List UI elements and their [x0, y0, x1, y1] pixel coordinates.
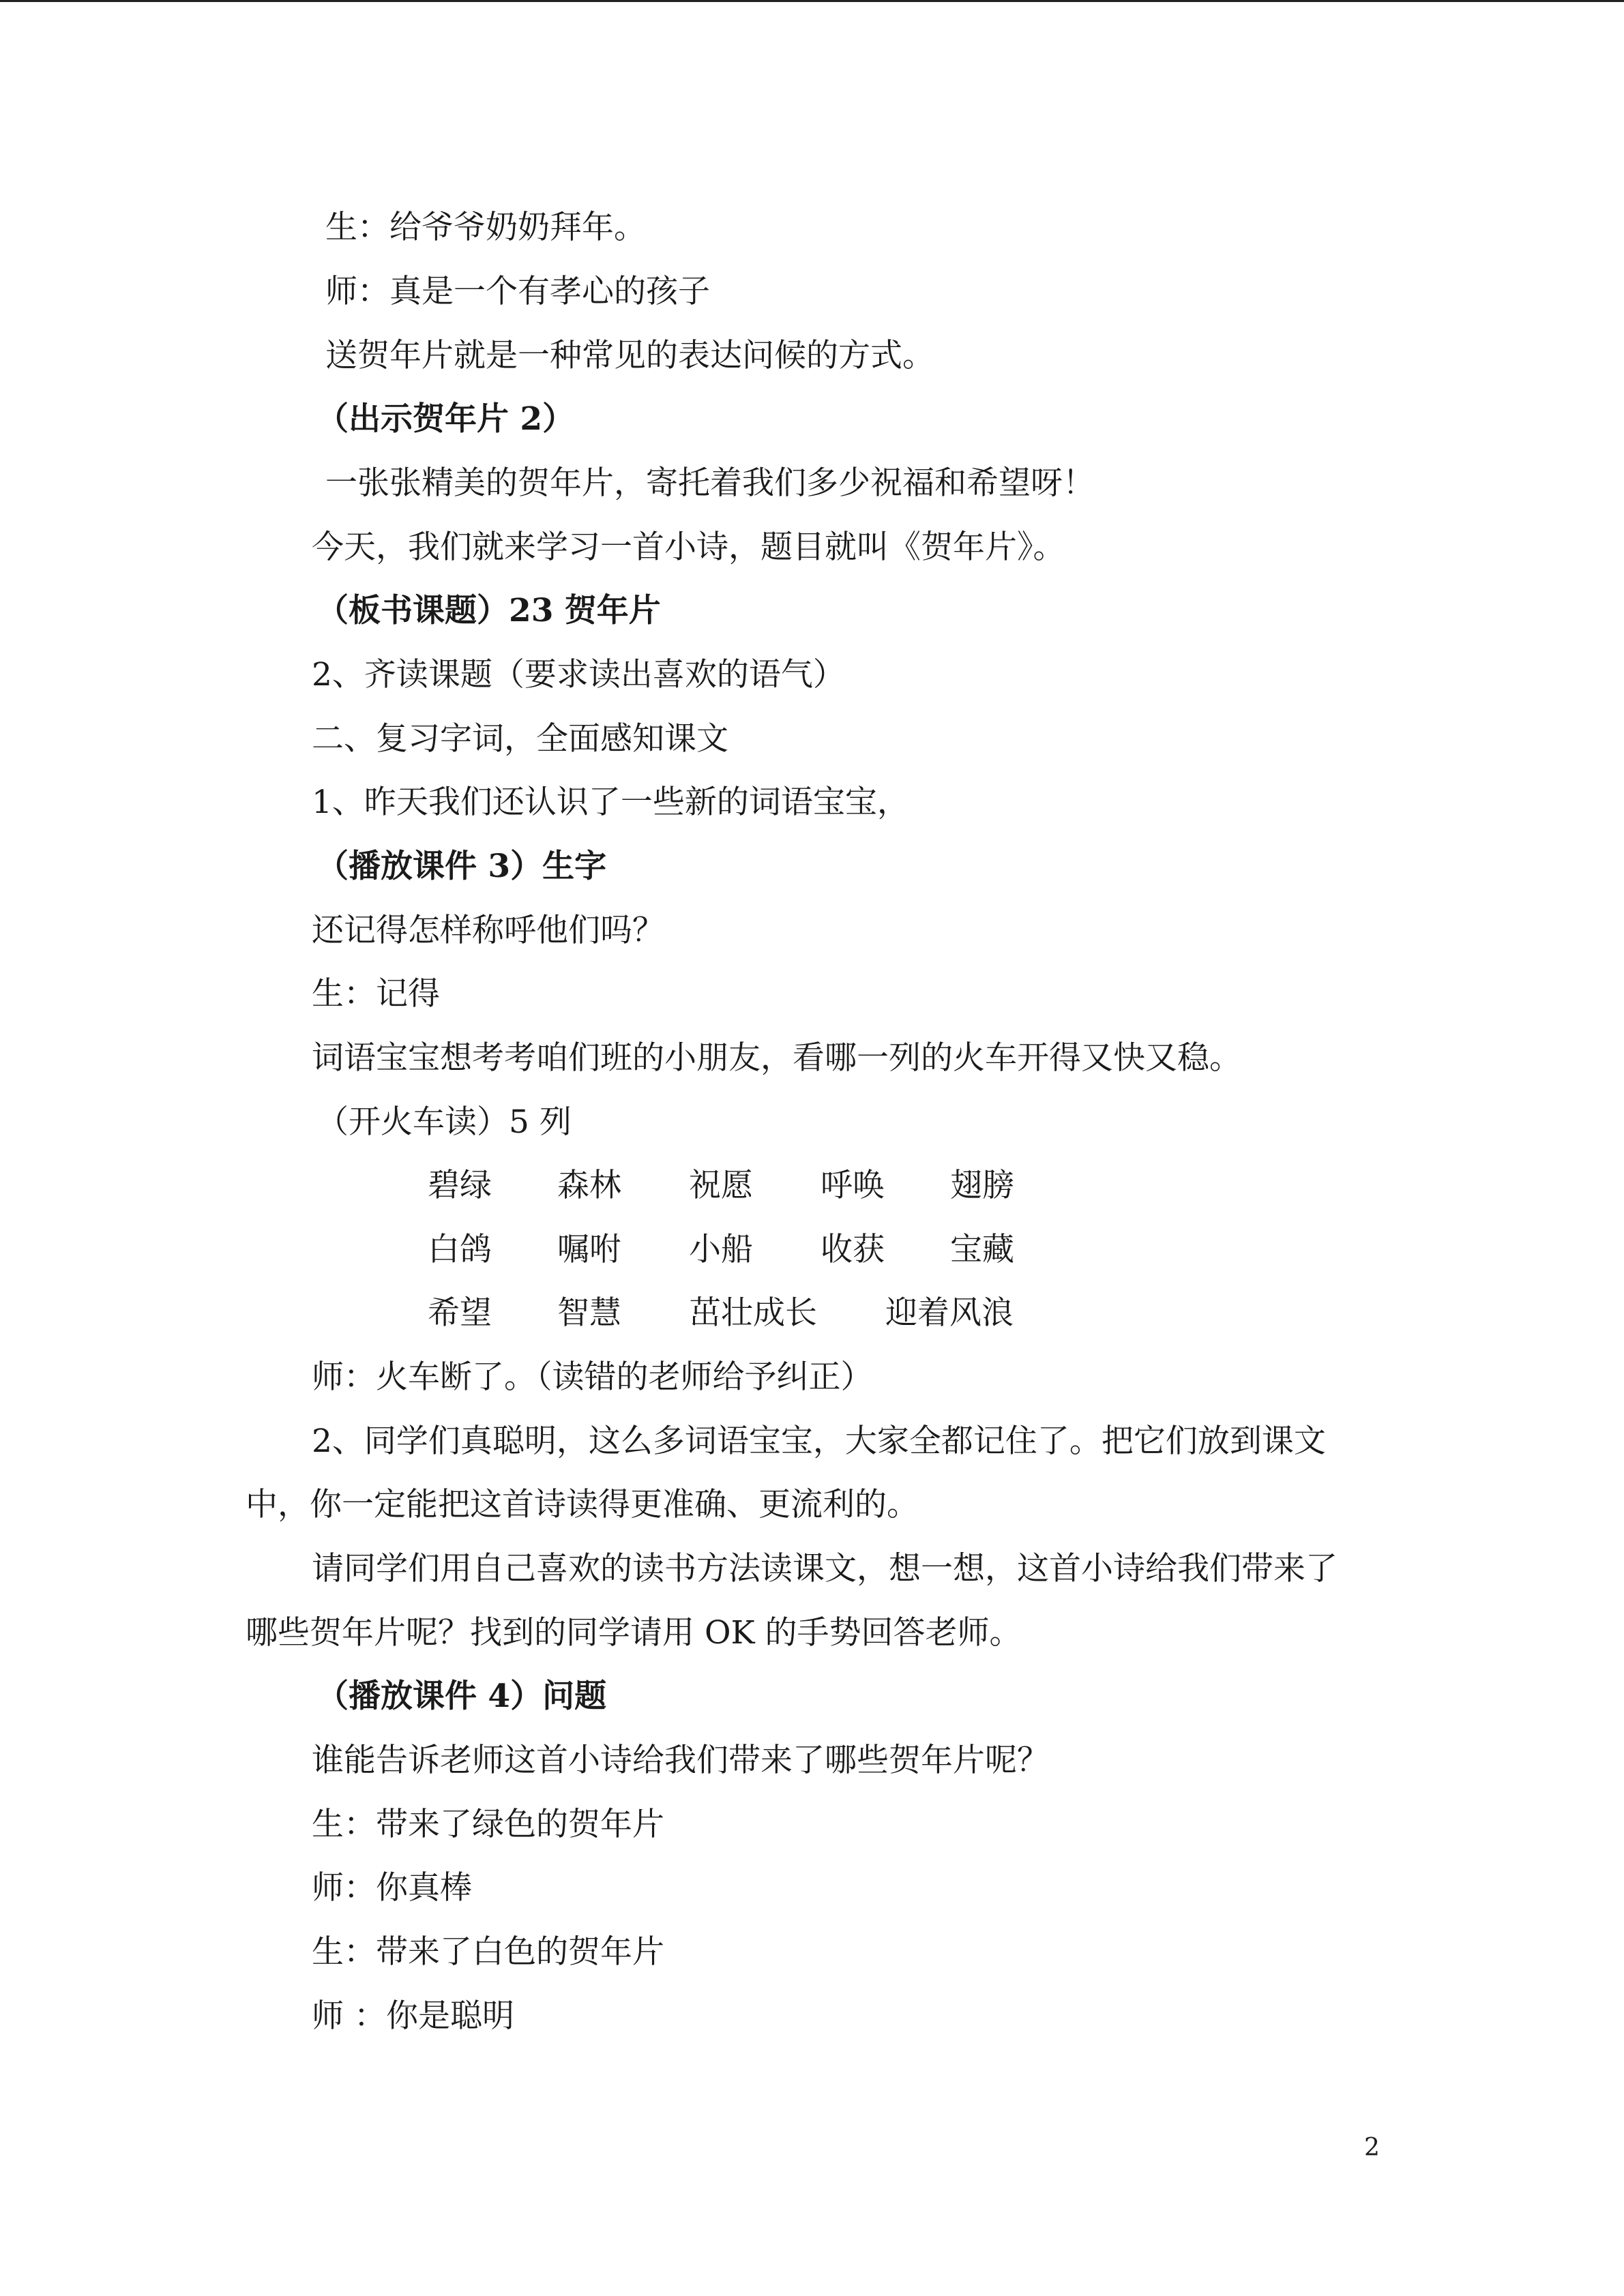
text-line: （开火车读）5 列	[316, 1103, 572, 1141]
text-line: 1、昨天我们还认识了一些新的词语宝宝，	[312, 784, 909, 821]
vocab-word: 嘱咐	[557, 1231, 621, 1268]
text-line: 师：火车断了。（读错的老师给予纠正）	[312, 1358, 873, 1396]
text-line: 今天，我们就来学习一首小诗，题目就叫《贺年片》。	[312, 528, 1065, 566]
text-line: 二、复习字词，全面感知课文	[312, 720, 728, 758]
text-line: 还记得怎样称呼他们吗？	[312, 912, 664, 949]
vocab-word: 收获	[821, 1231, 885, 1268]
text-line: 词语宝宝想考考咱们班的小朋友，看哪一列的火车开得又快又稳。	[312, 1039, 1241, 1077]
vocab-word: 智慧	[557, 1294, 621, 1332]
text-line: 师 ：你是聪明	[312, 1997, 514, 2035]
text-line: 2、齐读课题（要求读出喜欢的语气）	[312, 656, 845, 694]
vocab-word: 小船	[689, 1231, 753, 1268]
text-line-bold: （板书课题）23 贺年片	[316, 592, 661, 629]
text-line: 生：带来了绿色的贺年片	[312, 1806, 664, 1843]
vocab-word: 呼唤	[821, 1167, 885, 1204]
vocab-word: 宝藏	[950, 1231, 1014, 1268]
vocab-word: 希望	[428, 1294, 492, 1332]
vocab-word: 迎着风浪	[885, 1294, 1014, 1332]
vocab-word: 翅膀	[950, 1167, 1014, 1204]
vocab-word: 茁壮成长	[689, 1294, 817, 1332]
vocab-word: 白鸽	[428, 1231, 492, 1268]
text-line: 2、同学们真聪明，这么多词语宝宝，大家全都记住了。把它们放到课文	[312, 1422, 1326, 1460]
text-line: 师：你真棒	[312, 1869, 472, 1907]
text-line: 生：记得	[312, 975, 440, 1013]
text-line: 师：真是一个有孝心的孩子	[325, 273, 710, 310]
vocab-word: 碧绿	[428, 1167, 492, 1204]
top-border-rule	[0, 0, 1624, 2]
text-line: 谁能告诉老师这首小诗给我们带来了哪些贺年片呢？	[312, 1742, 1049, 1779]
vocab-word: 森林	[557, 1167, 621, 1204]
vocab-word: 祝愿	[689, 1167, 753, 1204]
text-line: 生：带来了白色的贺年片	[312, 1933, 664, 1971]
text-line: 请同学们用自己喜欢的读书方法读课文，想一想，这首小诗给我们带来了	[312, 1550, 1338, 1587]
text-line: 哪些贺年片呢？找到的同学请用 OK 的手势回答老师。	[246, 1614, 1022, 1652]
text-line-bold: （播放课件 4）问题	[316, 1678, 607, 1715]
text-line: 一张张精美的贺年片，寄托着我们多少祝福和希望呀！	[325, 464, 1095, 502]
page-number: 2	[1364, 2134, 1380, 2162]
text-line: 生：给爷爷奶奶拜年。	[325, 209, 646, 246]
text-line-bold: （播放课件 3）生字	[316, 848, 607, 885]
text-line: 送贺年片就是一种常见的表达问候的方式。	[325, 337, 934, 374]
text-line: 中，你一定能把这首诗读得更准确、更流利的。	[246, 1486, 919, 1523]
text-line-bold: （出示贺年片 2）	[316, 400, 575, 438]
